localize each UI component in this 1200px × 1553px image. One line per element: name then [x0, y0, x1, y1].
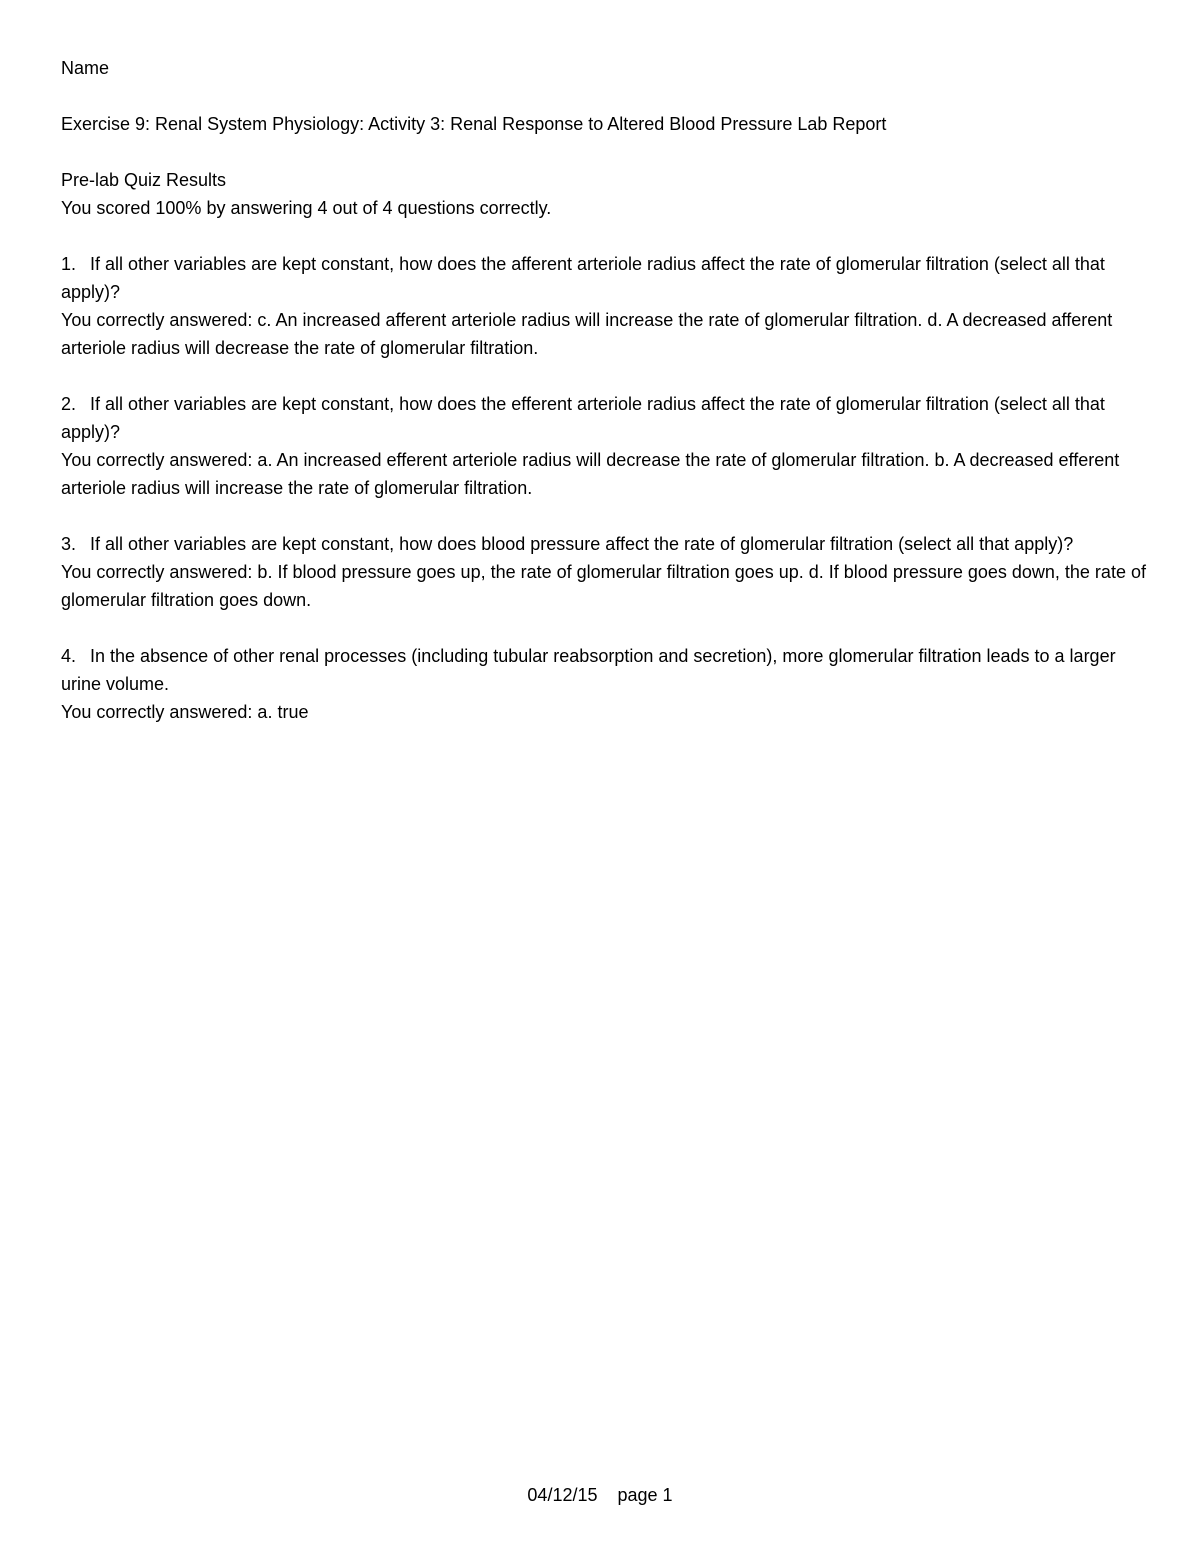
- question-text: If all other variables are kept constant, how does the afferent arteriole radius affect the rate of glomerular filtration (select all that apply)?: [61, 254, 1105, 302]
- question-answer: You correctly answered: c. An increased afferent arteriole radius will increase the rate of glomerular filtration. d. A decreased afferent arteriole radius will decrease the rate of glomerular filtration.: [61, 310, 1113, 358]
- question-text-line: [61, 390, 1146, 446]
- question-number: 2.: [61, 394, 77, 414]
- page-number: page 1: [617, 1485, 673, 1505]
- spacer: [61, 222, 1146, 250]
- question-item: [61, 530, 1146, 614]
- question-item: [61, 642, 1146, 726]
- question-answer: You correctly answered: a. true: [61, 702, 309, 722]
- question-text-line: [61, 250, 1146, 306]
- question-text: If all other variables are kept constant, how does the efferent arteriole radius affect the rate of glomerular filtration (select all that apply)?: [61, 394, 1105, 442]
- spacer: [61, 138, 1146, 166]
- question-text: In the absence of other renal processes (including tubular reabsorption and secretion), more glomerular filtration leads to a larger urine volume.: [61, 646, 1116, 694]
- question-answer: You correctly answered: b. If blood pressure goes up, the rate of glomerular filtration goes up. d. If blood pressure goes down, the rate of glomerular filtration goes down.: [61, 562, 1146, 610]
- question-text: If all other variables are kept constant, how does blood pressure affect the rate of glomerular filtration (select all that apply)?: [90, 534, 1074, 554]
- question-number: 4.: [61, 646, 77, 666]
- question-text-line: [61, 642, 1146, 698]
- footer-date: 04/12/15: [527, 1485, 598, 1505]
- question-number: 1.: [61, 254, 77, 274]
- score-text: You scored 100% by answering 4 out of 4 questions correctly.: [61, 198, 552, 218]
- page-footer: [0, 1481, 1200, 1509]
- question-item: [61, 390, 1146, 502]
- results-heading: Pre-lab Quiz Results: [61, 170, 227, 190]
- question-number: 3.: [61, 534, 77, 554]
- question-item: [61, 250, 1146, 362]
- question-answer: You correctly answered: a. An increased efferent arteriole radius will decrease the rate of glomerular filtration. b. A decreased efferent arteriole radius will increase the rate of glomerular filtration.: [61, 450, 1120, 498]
- name-label: Name: [61, 58, 110, 78]
- question-text-line: [61, 530, 1146, 558]
- document-title: Exercise 9: Renal System Physiology: Activity 3: Renal Response to Altered Blood Pressure Lab Report: [61, 114, 887, 134]
- spacer: [61, 82, 1146, 110]
- document-body: [61, 54, 1146, 754]
